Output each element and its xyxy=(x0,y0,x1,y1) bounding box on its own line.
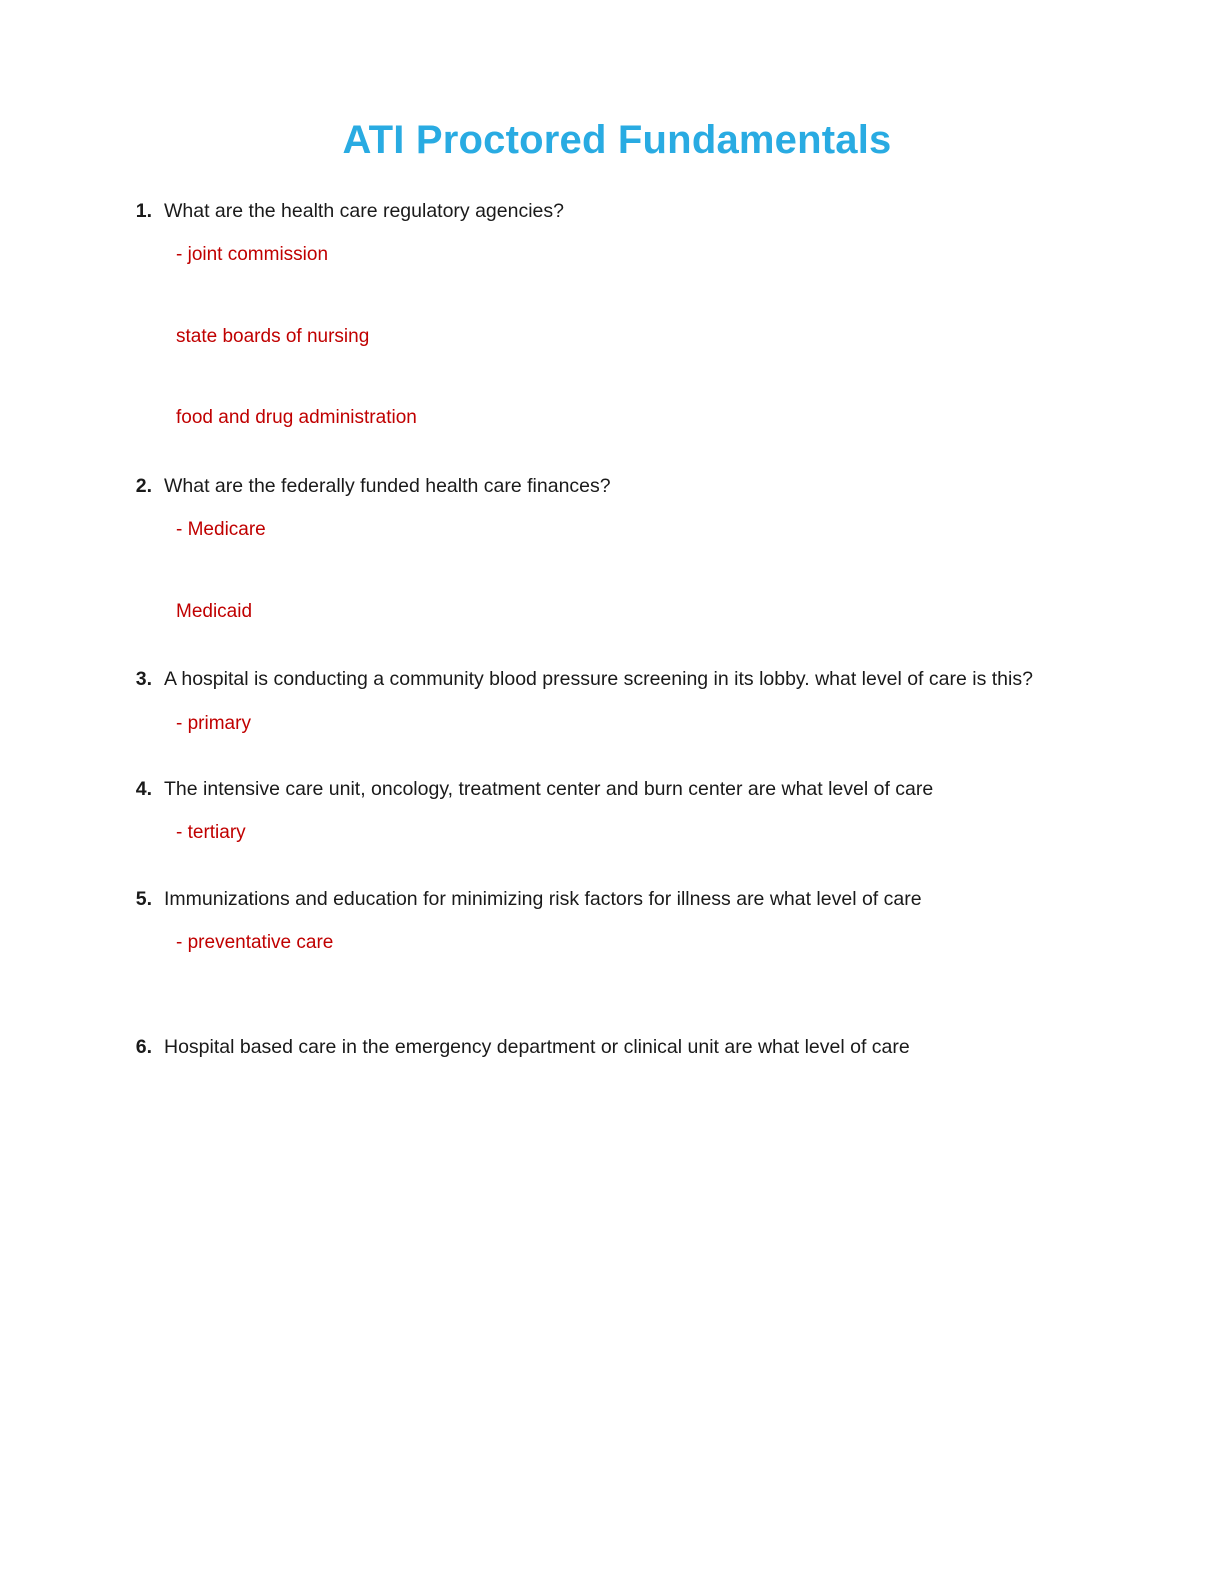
question-row xyxy=(120,885,1104,913)
question-item-4 xyxy=(120,775,1104,847)
answer-line: - Medicare xyxy=(176,519,266,541)
question-row xyxy=(120,472,1104,500)
question-row xyxy=(120,665,1104,693)
question-row xyxy=(120,197,1104,225)
spacer xyxy=(120,625,1104,665)
answer-line: - primary xyxy=(176,712,251,734)
spacer xyxy=(120,995,1104,1033)
spacer xyxy=(120,432,1104,472)
answer-group xyxy=(176,241,1104,432)
question-list xyxy=(120,197,1104,1061)
answer-line: state boards of nursing xyxy=(176,325,370,347)
question-item-6 xyxy=(120,1033,1104,1061)
page-title: ATI Proctored Fundamentals xyxy=(342,118,892,162)
answer-line: - preventative care xyxy=(176,932,334,954)
question-text: Immunizations and education for minimizing risk factors for illness are what level of care xyxy=(164,887,922,910)
answer-line: - joint commission xyxy=(176,244,329,266)
question-number: 2. xyxy=(135,474,152,497)
question-row xyxy=(120,775,1104,803)
question-item-3 xyxy=(120,665,1104,737)
answer-line: food and drug administration xyxy=(176,407,417,429)
answer-group xyxy=(176,819,1104,847)
spacer xyxy=(120,847,1104,885)
answer-group xyxy=(176,516,1104,625)
question-number: 6. xyxy=(135,1035,152,1058)
answer-line: Medicaid xyxy=(176,600,253,622)
question-text: The intensive care unit, oncology, treatment center and burn center are what level of care xyxy=(164,778,934,801)
spacer xyxy=(120,957,1104,995)
question-item-5 xyxy=(120,885,1104,957)
answer-group xyxy=(176,929,1104,957)
question-number: 5. xyxy=(135,887,152,910)
question-item-2 xyxy=(120,472,1104,625)
spacer xyxy=(120,737,1104,775)
answer-group xyxy=(176,710,1104,738)
answer-line: - tertiary xyxy=(176,822,246,844)
question-text: What are the health care regulatory agencies? xyxy=(164,200,564,222)
question-number: 4. xyxy=(135,778,152,801)
question-text: A hospital is conducting a community blood pressure screening in its lobby. what level of care is this? xyxy=(164,668,1033,691)
question-text: What are the federally funded health care finances? xyxy=(164,474,611,497)
question-number: 1. xyxy=(135,200,152,222)
question-row xyxy=(120,1033,1104,1061)
question-item-1 xyxy=(120,197,1104,432)
question-number: 3. xyxy=(135,668,152,691)
question-text: Hospital based care in the emergency department or clinical unit are what level of care xyxy=(164,1035,910,1058)
